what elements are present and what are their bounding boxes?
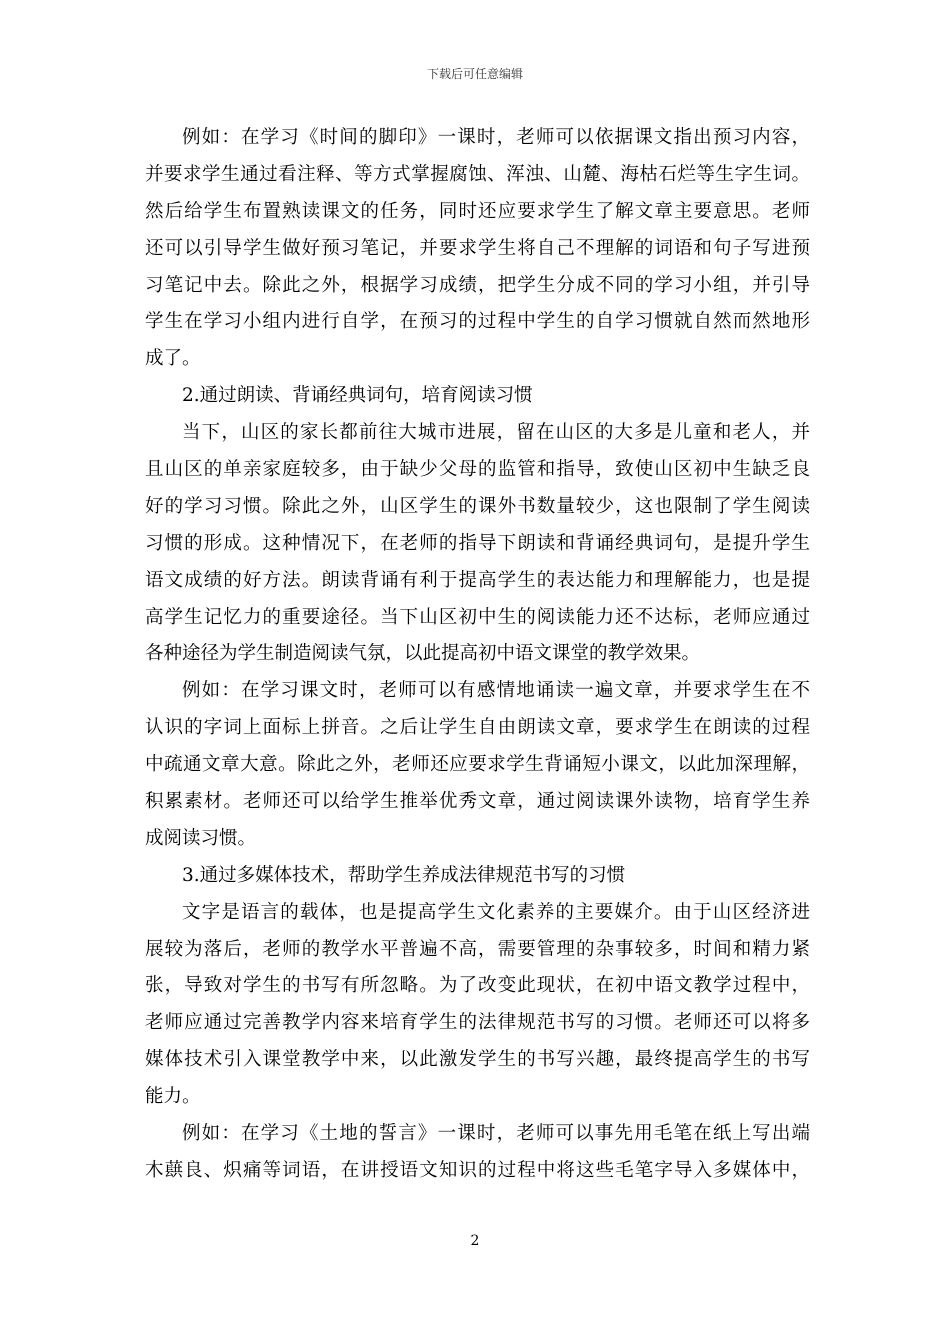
text-line: 老师应通过完善教学内容来培育学生的法律规范书写的习惯。老师还可以将多 [145, 1012, 810, 1034]
text-line: 中疏通文章大意。除此之外，老师还应要求学生背诵短小课文，以此加深理解， [145, 754, 810, 776]
text-line: 习惯的形成。这种情况下，在老师的指导下朗读和背诵经典词句，是提升学生 [145, 532, 810, 554]
text-line: 木蕻良、炽痛等词语，在讲授语文知识的过程中将这些毛笔字导入多媒体中， [145, 1159, 810, 1181]
text-line: 例如：在学习课文时，老师可以有感情地诵读一遍文章，并要求学生在不 [182, 680, 810, 702]
text-line: 3.通过多媒体技术，帮助学生养成法律规范书写的习惯 [182, 864, 626, 886]
text-line: 张，导致对学生的书写有所忽略。为了改变此现状，在初中语文教学过程中， [145, 975, 810, 997]
page-header: 下载后可任意编辑 [426, 67, 523, 81]
text-line: 例如：在学习《土地的誓言》一课时，老师可以事先用毛笔在纸上写出端 [182, 1123, 810, 1145]
text-line: 然后给学生布置熟读课文的任务，同时还应要求学生了解文章主要意思。老师 [145, 200, 810, 222]
text-line: 成了。 [145, 348, 201, 370]
text-line: 习笔记中去。除此之外，根据学习成绩，把学生分成不同的学习小组，并引导 [145, 274, 810, 296]
text-line: 展较为落后，老师的教学水平普遍不高，需要管理的杂事较多，时间和精力紧 [145, 938, 810, 960]
text-line: 且山区的单亲家庭较多，由于缺少父母的监管和指导，致使山区初中生缺乏良 [145, 459, 810, 481]
text-line: 能力。 [145, 1086, 201, 1108]
text-line: 例如：在学习《时间的脚印》一课时，老师可以依据课文指出预习内容， [182, 127, 810, 148]
text-line: 文字是语言的载体，也是提高学生文化素养的主要媒介。由于山区经济进 [182, 901, 810, 923]
text-line: 各种途径为学生制造阅读气氛，以此提高初中语文课堂的教学效果。 [145, 643, 701, 665]
text-line: 成阅读习惯。 [145, 827, 257, 849]
text-line: 2.通过朗读、背诵经典词句，培育阅读习惯 [182, 385, 533, 407]
text-line: 认识的字词上面标上拼音。之后让学生自由朗读文章，要求学生在朗读的过程 [145, 717, 810, 739]
text-line: 当下，山区的家长都前往大城市进展，留在山区的大多是儿童和老人，并 [182, 422, 810, 444]
text-line: 还可以引导学生做好预习笔记，并要求学生将自己不理解的词语和句子写进预 [145, 237, 810, 259]
text-line: 语文成绩的好方法。朗读背诵有利于提高学生的表达能力和理解能力，也是提 [145, 569, 810, 591]
text-line: 好的学习习惯。除此之外，山区学生的课外书数量较少，这也限制了学生阅读 [145, 495, 810, 517]
text-line: 学生在学习小组内进行自学，在预习的过程中学生的自学习惯就自然而然地形 [145, 311, 810, 333]
text-line: 积累素材。老师还可以给学生推举优秀文章，通过阅读课外读物，培育学生养 [145, 791, 810, 813]
document-body [145, 120, 810, 1190]
text-line: 并要求学生通过看注释、等方式掌握腐蚀、浑浊、山麓、海枯石烂等生字生词。 [145, 163, 810, 185]
page-number: 2 [470, 1233, 480, 1249]
text-line: 高学生记忆力的重要途径。当下山区初中生的阅读能力还不达标，老师应通过 [145, 606, 810, 628]
text-line: 媒体技术引入课堂教学中来，以此激发学生的书写兴趣，最终提高学生的书写 [145, 1049, 810, 1071]
